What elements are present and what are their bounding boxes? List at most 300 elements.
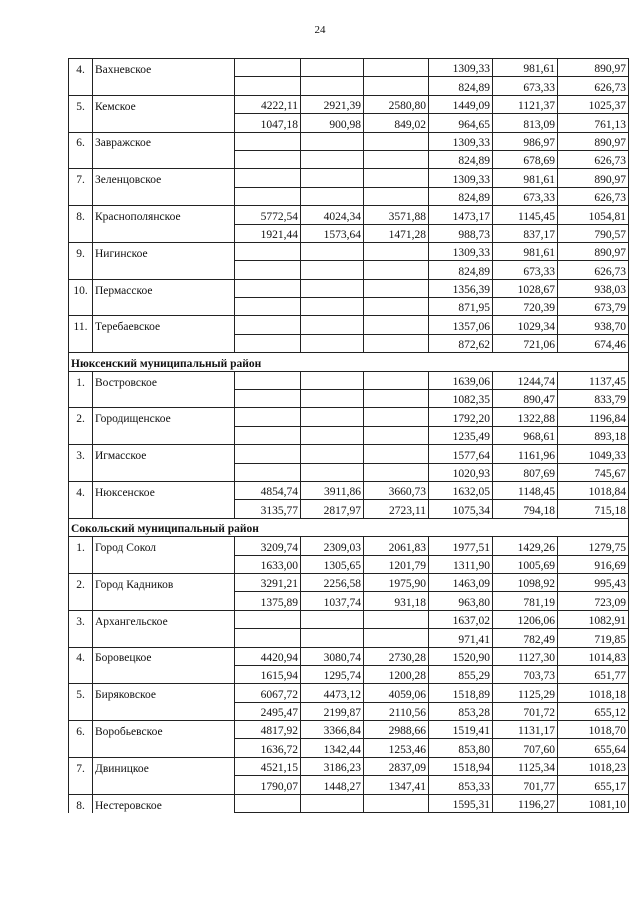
row-index: 9. (69, 242, 93, 260)
value-cell-c6: 1279,75 (558, 537, 629, 555)
value-cell-c3 (364, 261, 429, 279)
settlement-name (93, 776, 235, 794)
value-cell-c3 (364, 169, 429, 187)
value-cell-c4: 824,89 (429, 77, 493, 95)
value-cell-c2: 1295,74 (301, 665, 364, 683)
table-row (69, 592, 629, 610)
table-row (69, 95, 629, 113)
table-row (69, 629, 629, 647)
value-cell-c3 (364, 408, 429, 426)
value-cell-c5: 673,33 (493, 77, 558, 95)
row-index: 5. (69, 95, 93, 113)
value-cell-c5: 1206,06 (493, 610, 558, 628)
row-index (69, 261, 93, 279)
row-index (69, 224, 93, 242)
table-row (69, 408, 629, 426)
value-cell-c1: 3209,74 (235, 537, 301, 555)
value-cell-c6: 1025,37 (558, 95, 629, 113)
value-cell-c2 (301, 187, 364, 205)
settlement-name (93, 592, 235, 610)
section-title: Нюксенский муниципальный район (69, 353, 629, 371)
value-cell-c2 (301, 445, 364, 463)
value-cell-c2 (301, 463, 364, 481)
section-title: Сокольский муниципальный район (69, 518, 629, 536)
value-cell-c2: 2817,97 (301, 500, 364, 518)
table-body (69, 59, 629, 813)
settlement-name (93, 261, 235, 279)
table-row (69, 647, 629, 665)
row-index: 5. (69, 684, 93, 702)
value-cell-c2 (301, 316, 364, 334)
value-cell-c5: 703,73 (493, 665, 558, 683)
value-cell-c2 (301, 77, 364, 95)
settlement-name (93, 187, 235, 205)
table-row (69, 132, 629, 150)
settlement-name: Зеленцовское (93, 169, 235, 187)
value-cell-c3: 3571,88 (364, 206, 429, 224)
settlement-name: Город Сокол (93, 537, 235, 555)
settlement-name (93, 77, 235, 95)
row-index: 8. (69, 206, 93, 224)
value-cell-c4: 1309,33 (429, 242, 493, 260)
table-row (69, 610, 629, 628)
value-cell-c6: 1018,18 (558, 684, 629, 702)
value-cell-c1 (235, 390, 301, 408)
value-cell-c3: 2730,28 (364, 647, 429, 665)
value-cell-c1: 4854,74 (235, 481, 301, 499)
settlement-name (93, 665, 235, 683)
value-cell-c3: 2061,83 (364, 537, 429, 555)
settlement-name: Городищенское (93, 408, 235, 426)
value-cell-c6: 626,73 (558, 77, 629, 95)
settlement-name (93, 702, 235, 720)
value-cell-c5: 1121,37 (493, 95, 558, 113)
value-cell-c3: 3660,73 (364, 481, 429, 499)
table-row (69, 426, 629, 444)
table-row (69, 261, 629, 279)
row-index (69, 665, 93, 683)
value-cell-c5: 1429,26 (493, 537, 558, 555)
row-index (69, 114, 93, 132)
value-cell-c2: 4024,34 (301, 206, 364, 224)
value-cell-c4: 1577,64 (429, 445, 493, 463)
value-cell-c4: 853,28 (429, 702, 493, 720)
value-cell-c4: 1356,39 (429, 279, 493, 297)
value-cell-c5: 707,60 (493, 739, 558, 757)
value-cell-c4: 824,89 (429, 150, 493, 168)
value-cell-c3 (364, 426, 429, 444)
table-row (69, 721, 629, 739)
value-cell-c1: 1375,89 (235, 592, 301, 610)
settlement-name: Нюксенское (93, 481, 235, 499)
value-cell-c6: 1081,10 (558, 794, 629, 812)
value-cell-c3 (364, 132, 429, 150)
settlement-name: Нигинское (93, 242, 235, 260)
value-cell-c5: 1127,30 (493, 647, 558, 665)
value-cell-c2 (301, 261, 364, 279)
value-cell-c2: 2921,39 (301, 95, 364, 113)
value-cell-c6: 673,79 (558, 298, 629, 316)
value-cell-c4: 824,89 (429, 187, 493, 205)
value-cell-c3: 1201,79 (364, 555, 429, 573)
value-cell-c2: 1342,44 (301, 739, 364, 757)
row-index (69, 150, 93, 168)
value-cell-c5: 720,39 (493, 298, 558, 316)
value-cell-c1 (235, 629, 301, 647)
table-row (69, 500, 629, 518)
value-cell-c5: 701,77 (493, 776, 558, 794)
settlement-name: Пермасское (93, 279, 235, 297)
value-cell-c5: 1196,27 (493, 794, 558, 812)
row-index: 10. (69, 279, 93, 297)
value-cell-c1: 6067,72 (235, 684, 301, 702)
value-cell-c2 (301, 150, 364, 168)
value-cell-c5: 1125,29 (493, 684, 558, 702)
table-row (69, 242, 629, 260)
value-cell-c6: 916,69 (558, 555, 629, 573)
row-index (69, 702, 93, 720)
value-cell-c5: 1131,17 (493, 721, 558, 739)
value-cell-c2: 1573,64 (301, 224, 364, 242)
value-cell-c4: 1595,31 (429, 794, 493, 812)
value-cell-c4: 1977,51 (429, 537, 493, 555)
value-cell-c5: 673,33 (493, 261, 558, 279)
value-cell-c3 (364, 463, 429, 481)
settlement-name: Боровецкое (93, 647, 235, 665)
value-cell-c1: 1633,00 (235, 555, 301, 573)
table-row (69, 279, 629, 297)
value-cell-c4: 1082,35 (429, 390, 493, 408)
value-cell-c4: 872,62 (429, 334, 493, 352)
value-cell-c6: 833,79 (558, 390, 629, 408)
row-index: 4. (69, 647, 93, 665)
value-cell-c2 (301, 334, 364, 352)
value-cell-c4: 1463,09 (429, 573, 493, 591)
row-index (69, 298, 93, 316)
settlement-name (93, 150, 235, 168)
value-cell-c3: 2723,11 (364, 500, 429, 518)
value-cell-c1 (235, 187, 301, 205)
value-cell-c3 (364, 242, 429, 260)
value-cell-c1 (235, 445, 301, 463)
value-cell-c4: 1075,34 (429, 500, 493, 518)
value-cell-c4: 1519,41 (429, 721, 493, 739)
value-cell-c5: 1161,96 (493, 445, 558, 463)
table-row (69, 59, 629, 77)
value-cell-c3: 2988,66 (364, 721, 429, 739)
value-cell-c1: 1047,18 (235, 114, 301, 132)
value-cell-c3 (364, 59, 429, 77)
value-cell-c3: 2110,56 (364, 702, 429, 720)
value-cell-c5: 981,61 (493, 169, 558, 187)
value-cell-c5: 813,09 (493, 114, 558, 132)
value-cell-c2 (301, 408, 364, 426)
value-cell-c3 (364, 187, 429, 205)
value-cell-c2: 900,98 (301, 114, 364, 132)
value-cell-c5: 1098,92 (493, 573, 558, 591)
value-cell-c4: 1309,33 (429, 59, 493, 77)
value-cell-c6: 890,97 (558, 132, 629, 150)
value-cell-c5: 1029,34 (493, 316, 558, 334)
value-cell-c3 (364, 150, 429, 168)
value-cell-c6: 790,57 (558, 224, 629, 242)
table-row (69, 794, 629, 812)
value-cell-c3 (364, 298, 429, 316)
row-index: 7. (69, 169, 93, 187)
value-cell-c6: 1018,70 (558, 721, 629, 739)
table-row (69, 702, 629, 720)
value-cell-c1 (235, 298, 301, 316)
value-cell-c3 (364, 334, 429, 352)
value-cell-c3: 1200,28 (364, 665, 429, 683)
settlement-name: Нестеровское (93, 794, 235, 812)
value-cell-c5: 890,47 (493, 390, 558, 408)
value-cell-c6: 655,12 (558, 702, 629, 720)
page-number: 24 (314, 24, 326, 36)
settlement-name: Кемское (93, 95, 235, 113)
value-cell-c4: 1792,20 (429, 408, 493, 426)
row-index: 3. (69, 610, 93, 628)
row-index (69, 555, 93, 573)
row-index: 1. (69, 371, 93, 389)
value-cell-c2: 2309,03 (301, 537, 364, 555)
value-cell-c1: 3135,77 (235, 500, 301, 518)
value-cell-c5: 701,72 (493, 702, 558, 720)
value-cell-c3: 931,18 (364, 592, 429, 610)
row-index (69, 426, 93, 444)
value-cell-c6: 893,18 (558, 426, 629, 444)
value-cell-c2 (301, 794, 364, 812)
value-cell-c5: 986,97 (493, 132, 558, 150)
value-cell-c6: 655,64 (558, 739, 629, 757)
value-cell-c4: 1639,06 (429, 371, 493, 389)
value-cell-c3: 1253,46 (364, 739, 429, 757)
value-cell-c6: 890,97 (558, 59, 629, 77)
settlement-name: Завражское (93, 132, 235, 150)
value-cell-c6: 890,97 (558, 242, 629, 260)
value-cell-c6: 1196,84 (558, 408, 629, 426)
value-cell-c1 (235, 371, 301, 389)
table-row (69, 206, 629, 224)
value-cell-c3 (364, 629, 429, 647)
value-cell-c2 (301, 298, 364, 316)
value-cell-c1 (235, 132, 301, 150)
value-cell-c1 (235, 408, 301, 426)
value-cell-c1: 3291,21 (235, 573, 301, 591)
table-row (69, 150, 629, 168)
value-cell-c2 (301, 426, 364, 444)
value-cell-c3 (364, 279, 429, 297)
settlement-name: Воробьевское (93, 721, 235, 739)
row-index: 3. (69, 445, 93, 463)
row-index (69, 739, 93, 757)
value-cell-c6: 1014,83 (558, 647, 629, 665)
value-cell-c3: 4059,06 (364, 684, 429, 702)
row-index: 2. (69, 408, 93, 426)
settlement-name (93, 739, 235, 757)
value-cell-c6: 1018,23 (558, 757, 629, 775)
section-header-row (69, 518, 629, 536)
value-cell-c1 (235, 334, 301, 352)
row-index: 4. (69, 481, 93, 499)
value-cell-c4: 1235,49 (429, 426, 493, 444)
settlement-name (93, 334, 235, 352)
table-row (69, 334, 629, 352)
value-cell-c3 (364, 316, 429, 334)
settlement-name (93, 390, 235, 408)
value-cell-c5: 807,69 (493, 463, 558, 481)
table-row (69, 169, 629, 187)
value-cell-c2 (301, 59, 364, 77)
row-index: 8. (69, 794, 93, 812)
value-cell-c4: 1518,89 (429, 684, 493, 702)
table-row (69, 537, 629, 555)
value-cell-c1 (235, 169, 301, 187)
value-cell-c3: 2580,80 (364, 95, 429, 113)
table-row (69, 187, 629, 205)
value-cell-c3: 1347,41 (364, 776, 429, 794)
value-cell-c1 (235, 261, 301, 279)
value-cell-c6: 1049,33 (558, 445, 629, 463)
value-cell-c6: 1082,91 (558, 610, 629, 628)
row-index (69, 592, 93, 610)
value-cell-c1 (235, 77, 301, 95)
value-cell-c4: 1637,02 (429, 610, 493, 628)
value-cell-c5: 794,18 (493, 500, 558, 518)
value-cell-c6: 938,03 (558, 279, 629, 297)
value-cell-c3: 2837,09 (364, 757, 429, 775)
value-cell-c4: 1309,33 (429, 132, 493, 150)
value-cell-c3: 849,02 (364, 114, 429, 132)
value-cell-c2 (301, 169, 364, 187)
table-row (69, 463, 629, 481)
settlement-name (93, 555, 235, 573)
settlement-name (93, 463, 235, 481)
value-cell-c2: 3911,86 (301, 481, 364, 499)
value-cell-c4: 824,89 (429, 261, 493, 279)
value-cell-c5: 981,61 (493, 242, 558, 260)
value-cell-c2 (301, 610, 364, 628)
value-cell-c1: 4222,11 (235, 95, 301, 113)
value-cell-c4: 1311,90 (429, 555, 493, 573)
value-cell-c1 (235, 316, 301, 334)
row-index: 4. (69, 59, 93, 77)
value-cell-c2 (301, 242, 364, 260)
value-cell-c3 (364, 610, 429, 628)
row-index: 6. (69, 132, 93, 150)
value-cell-c6: 626,73 (558, 187, 629, 205)
value-cell-c1: 1636,72 (235, 739, 301, 757)
table-row (69, 739, 629, 757)
value-cell-c6: 1018,84 (558, 481, 629, 499)
value-cell-c2 (301, 390, 364, 408)
value-cell-c4: 1518,94 (429, 757, 493, 775)
value-cell-c4: 1449,09 (429, 95, 493, 113)
value-cell-c3 (364, 794, 429, 812)
value-cell-c5: 781,19 (493, 592, 558, 610)
value-cell-c5: 678,69 (493, 150, 558, 168)
value-cell-c5: 1005,69 (493, 555, 558, 573)
settlement-name: Востровское (93, 371, 235, 389)
value-cell-c4: 1632,05 (429, 481, 493, 499)
settlement-name: Город Кадников (93, 573, 235, 591)
table-row (69, 573, 629, 591)
table-row (69, 77, 629, 95)
value-cell-c6: 1137,45 (558, 371, 629, 389)
table-row (69, 665, 629, 683)
row-index: 6. (69, 721, 93, 739)
settlement-name (93, 426, 235, 444)
settlement-name: Краснополянское (93, 206, 235, 224)
row-index (69, 463, 93, 481)
value-cell-c3: 1471,28 (364, 224, 429, 242)
value-cell-c6: 745,67 (558, 463, 629, 481)
row-index (69, 187, 93, 205)
row-index (69, 776, 93, 794)
table-row (69, 684, 629, 702)
value-cell-c6: 938,70 (558, 316, 629, 334)
value-cell-c4: 853,80 (429, 739, 493, 757)
table-row (69, 298, 629, 316)
row-index: 1. (69, 537, 93, 555)
value-cell-c4: 971,41 (429, 629, 493, 647)
value-cell-c6: 626,73 (558, 150, 629, 168)
value-cell-c6: 761,13 (558, 114, 629, 132)
value-cell-c5: 968,61 (493, 426, 558, 444)
value-cell-c1: 4521,15 (235, 757, 301, 775)
settlement-name (93, 629, 235, 647)
row-index: 7. (69, 757, 93, 775)
row-index (69, 500, 93, 518)
value-cell-c2: 1305,65 (301, 555, 364, 573)
settlement-name (93, 500, 235, 518)
value-cell-c6: 626,73 (558, 261, 629, 279)
settlement-name (93, 298, 235, 316)
value-cell-c6: 723,09 (558, 592, 629, 610)
value-cell-c3 (364, 445, 429, 463)
value-cell-c6: 651,77 (558, 665, 629, 683)
value-cell-c6: 1054,81 (558, 206, 629, 224)
settlement-name (93, 224, 235, 242)
row-index: 11. (69, 316, 93, 334)
value-cell-c1 (235, 794, 301, 812)
value-cell-c3: 1975,90 (364, 573, 429, 591)
value-cell-c5: 1028,67 (493, 279, 558, 297)
value-cell-c2: 2199,87 (301, 702, 364, 720)
table-row (69, 371, 629, 389)
value-cell-c2 (301, 629, 364, 647)
value-cell-c4: 988,73 (429, 224, 493, 242)
value-cell-c4: 1020,93 (429, 463, 493, 481)
settlement-name: Вахневское (93, 59, 235, 77)
value-cell-c5: 1244,74 (493, 371, 558, 389)
table-row (69, 481, 629, 499)
value-cell-c4: 1473,17 (429, 206, 493, 224)
table-row (69, 316, 629, 334)
table-row (69, 445, 629, 463)
row-index (69, 390, 93, 408)
value-cell-c6: 995,43 (558, 573, 629, 591)
value-cell-c2: 4473,12 (301, 684, 364, 702)
value-cell-c4: 1520,90 (429, 647, 493, 665)
value-cell-c1: 2495,47 (235, 702, 301, 720)
value-cell-c6: 719,85 (558, 629, 629, 647)
settlement-name (93, 114, 235, 132)
row-index (69, 77, 93, 95)
table-row (69, 114, 629, 132)
settlement-name: Игмасское (93, 445, 235, 463)
value-cell-c3 (364, 77, 429, 95)
